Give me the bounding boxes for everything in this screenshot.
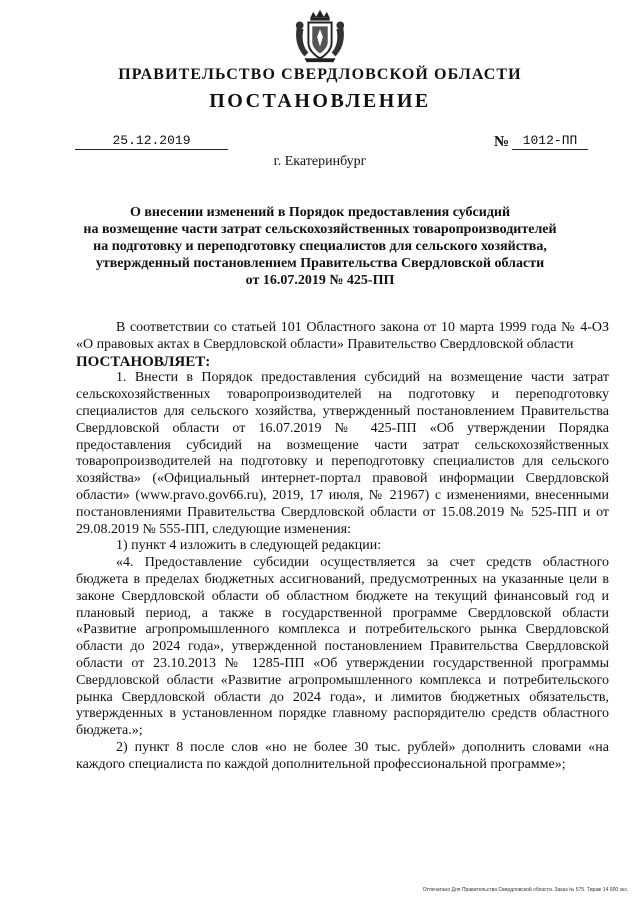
government-name: ПРАВИТЕЛЬСТВО СВЕРДЛОВСКОЙ ОБЛАСТИ [118,66,522,83]
document-type: ПОСТАНОВЛЕНИЕ [209,90,431,112]
title-line: утвержденный постановлением Правительства Свердловской области [95,256,545,271]
title-line: О внесении изменений в Порядок предоставления субсидий [129,205,511,220]
intro-paragraph: В соответствии со статьей 101 Областного закона от 10 марта 1999 года № 4-ОЗ «О правовых актах в Свердловской области» Правительство Свердловской области [76,320,609,352]
paragraph-3: «4. Предоставление субсидии осуществляется за счет средств областного бюджета в пределах бюджетных ассигнований, предусмотренных на указанные цели в законе Свердловской области об областном бюджете на текущий финансовый год и плановый период, а также в государственной программе Свердловской области «Развитие агропромышленного комплекса и потребительского рынка Свердловской области до 2024 года», утвержденной постановлением Правительства Свердловской области от 23.10.2013 № 1285-ПП «Об утверждении государственной программы Свердловской области «Развитие агропромышленного комплекса и потребительского рынка Свердловской области до 2024 года», и лимитов бюджетных обязательств, утвержденных в установленном порядке главному распорядителю средств областного бюджета.»; [76,555,609,739]
title-line: на подготовку и переподготовку специалистов для сельского хозяйства, [93,239,547,254]
title-line: от 16.07.2019 № 425-ПП [245,273,395,288]
document-title [60,204,580,289]
paragraph-2: 1) пункт 4 изложить в следующей редакции: [116,538,382,554]
title-line: на возмещение части затрат сельскохозяйственных товаропроизводителей [83,222,557,237]
paragraph-4: 2) пункт 8 после слов «но не более 30 тыс. рублей» дополнить словами «на каждого специалиста по каждой дополнительной профессиональной программе»; [76,739,609,772]
coat-of-arms-icon [291,8,349,66]
city: г. Екатеринбург [273,154,367,169]
number-sign: № [494,134,510,150]
resolves-heading: ПОСТАНОВЛЯЕТ: [76,353,211,370]
decree-number: 1012-ПП [512,133,588,150]
decree-date: 25.12.2019 [75,133,228,150]
paragraph-1: 1. Внести в Порядок предоставления субсидий на возмещение части затрат сельскохозяйственных товаропроизводителей на подготовку и переподготовку специалистов для сельского хозяйства, утвержденный постановлением Правительства Свердловской области от 16.07.2019 № 425-ПП «Об утверждении Порядка предоставления субсидий на возмещение части затрат сельскохозяйственных товаропроизводителей на подготовку и переподготовку специалистов для сельского хозяйства» («Официальный интернет-портал правовой информации Свердловской области» (www.pravo.gov66.ru), 2019, 17 июля, № 21967) с изменениями, внесенными постановлениями Правительства Свердловской области от 15.08.2019 № 525-ПП и от 29.08.2019 № 555-ПП, следующие изменения: [76,370,609,537]
document-body [76,320,609,774]
print-footer: Отпечатано Для Правительства Свердловской области. Заказ № 575. Тираж 14 000 экз. [422,887,628,893]
